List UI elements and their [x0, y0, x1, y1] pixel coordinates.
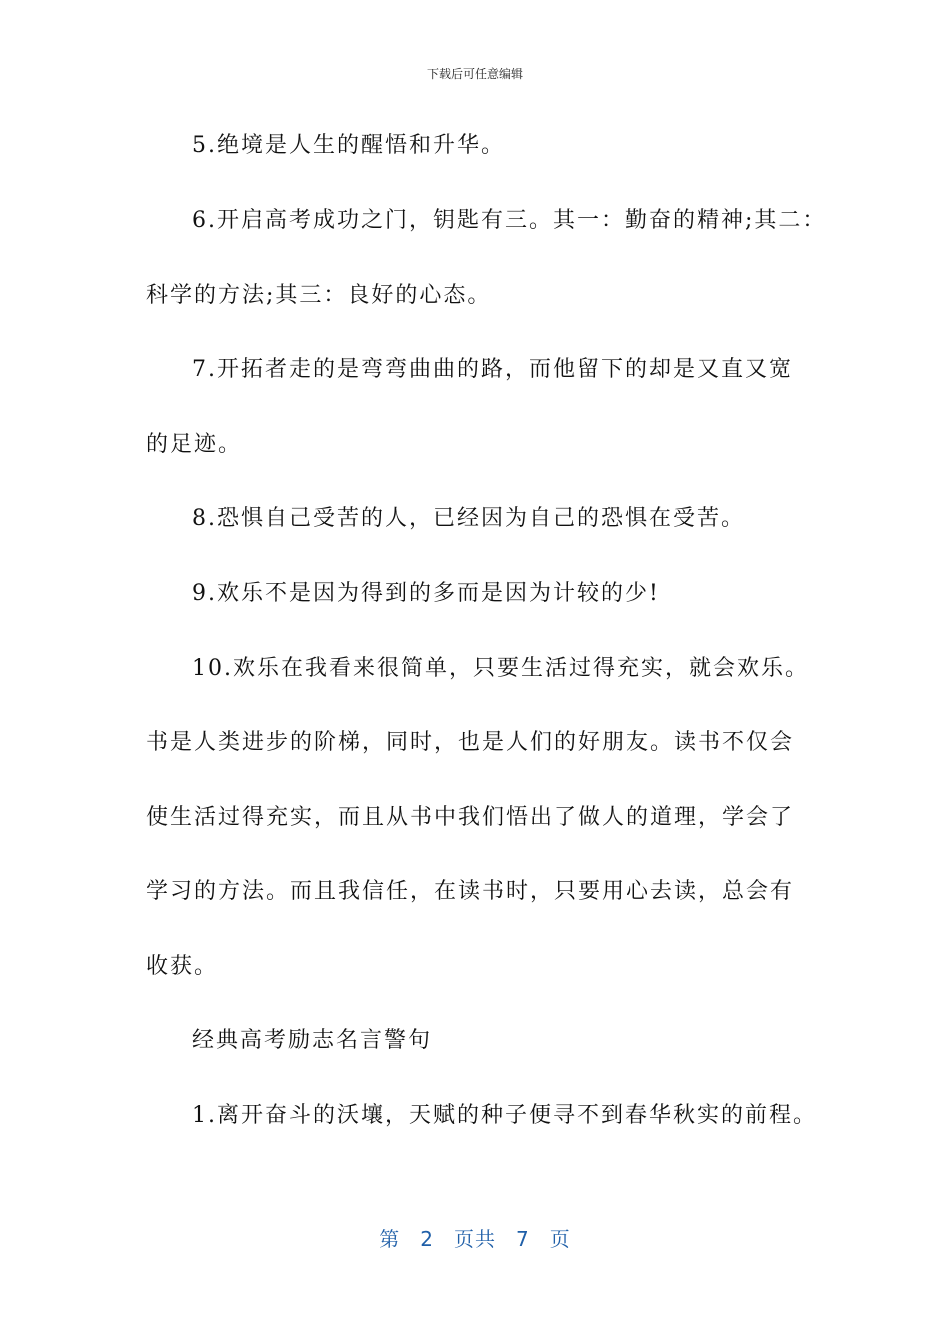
paragraph-line: 5.绝境是人生的醒悟和升华。: [192, 133, 505, 158]
paragraph-line: 科学的方法;其三：良好的心态。: [146, 283, 492, 308]
paragraph-line: 使生活过得充实，而且从书中我们悟出了做人的道理，学会了: [146, 805, 795, 830]
paragraph-line: 10.欢乐在我看来很简单，只要生活过得充实，就会欢乐。: [192, 656, 809, 681]
paragraph-line: 收获。: [146, 954, 219, 979]
paragraph-line: 9.欢乐不是因为得到的多而是因为计较的少!: [192, 581, 660, 606]
page-header: 下载后可任意编辑: [426, 67, 523, 81]
page-label-end: 页: [549, 1227, 571, 1251]
current-page-number: 2: [420, 1227, 434, 1251]
paragraph-line: 8.恐惧自己受苦的人，已经因为自己的恐惧在受苦。: [192, 506, 745, 531]
total-pages-number: 7: [516, 1227, 530, 1251]
page-label-start: 第: [379, 1227, 401, 1251]
paragraph-line: 1.离开奋斗的沃壤，天赋的种子便寻不到春华秋实的前程。: [192, 1103, 817, 1128]
paragraph-line: 6.开启高考成功之门，钥匙有三。其一：勤奋的精神;其二：: [192, 208, 827, 233]
paragraph-line: 的足迹。: [146, 432, 243, 457]
paragraph-line: 7.开拓者走的是弯弯曲曲的路，而他留下的却是又直又宽: [192, 357, 793, 382]
paragraph-line: 书是人类进步的阶梯，同时，也是人们的好朋友。读书不仅会: [146, 730, 795, 755]
page-label-mid: 页共: [454, 1227, 496, 1251]
paragraph-line: 学习的方法。而且我信任，在读书时，只要用心去读，总会有: [146, 879, 795, 904]
section-heading: 经典高考励志名言警句: [192, 1028, 433, 1053]
page-footer: [0, 1226, 950, 1252]
